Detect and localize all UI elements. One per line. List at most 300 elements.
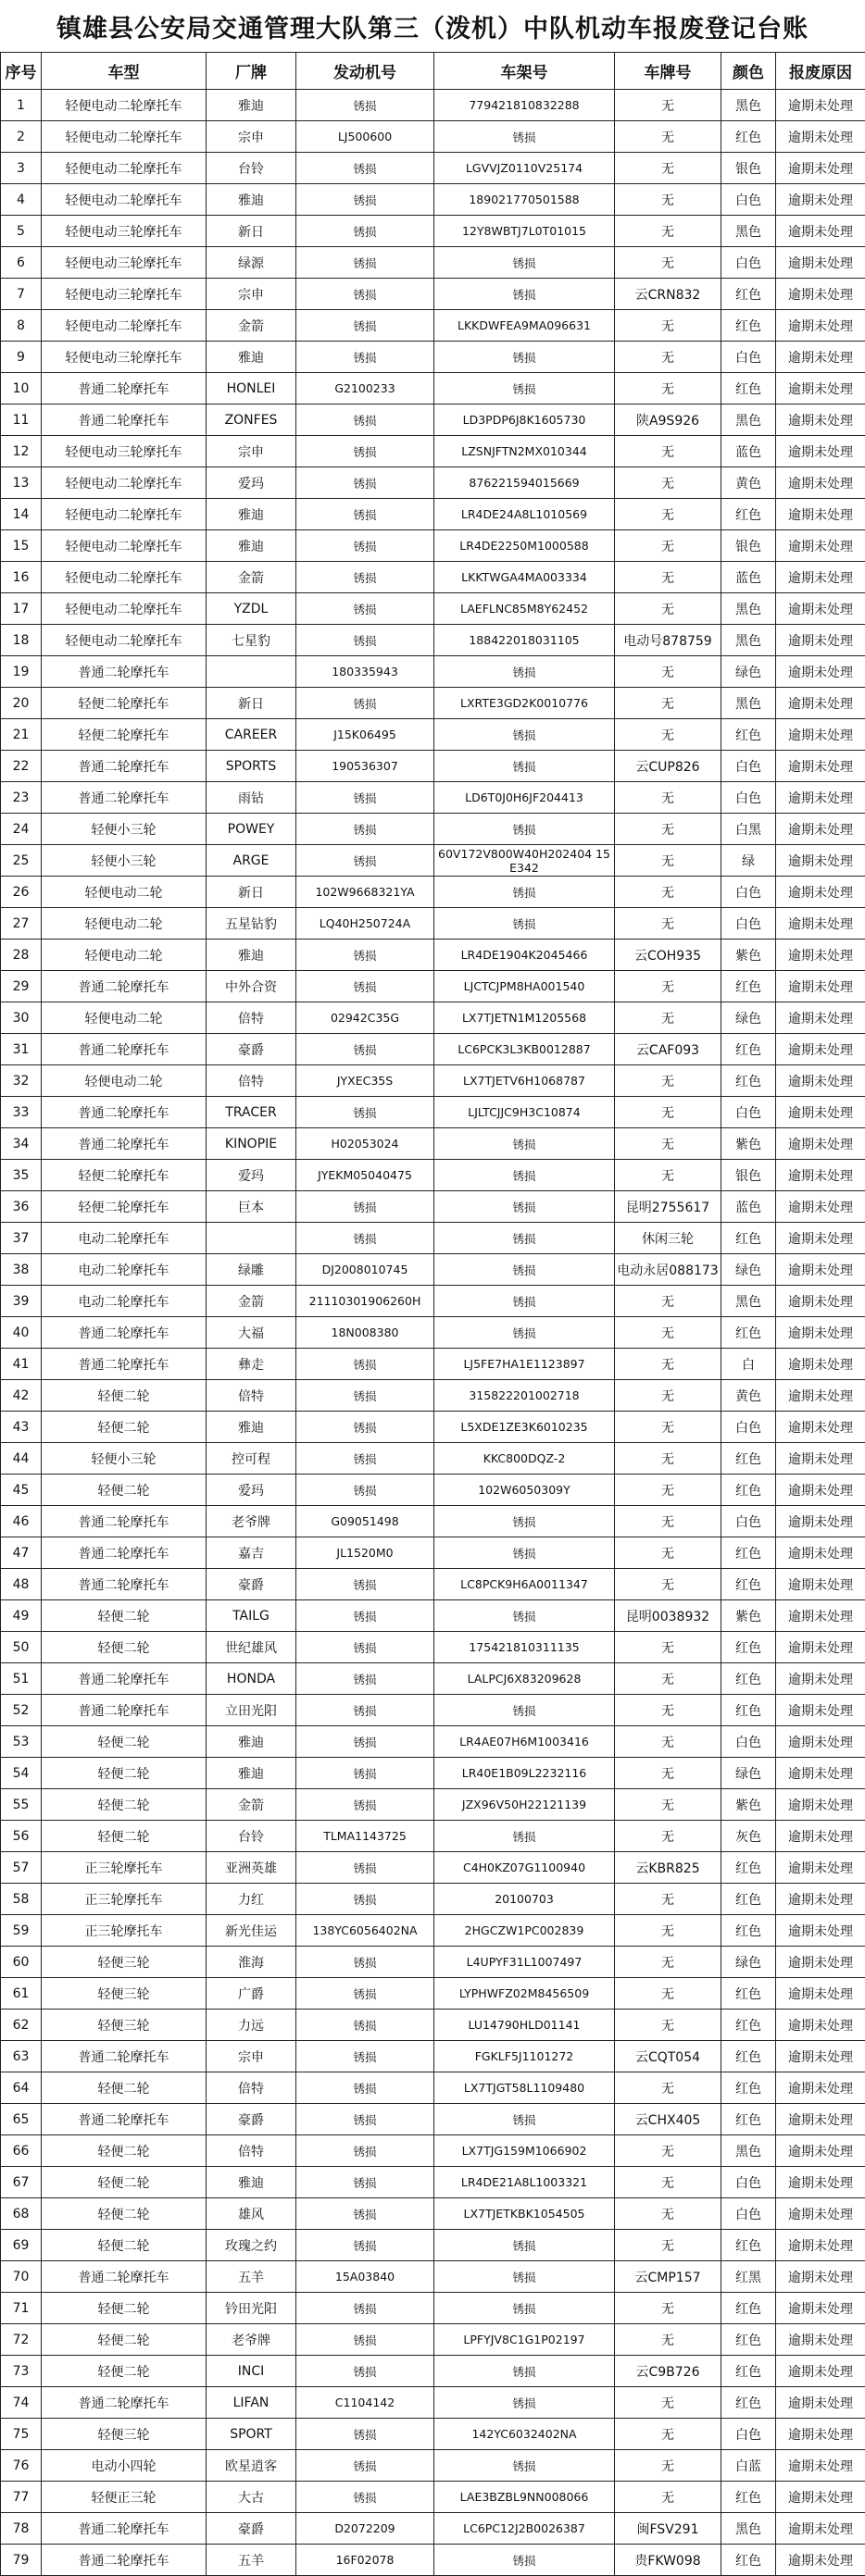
row-number-cell: 57	[1, 1852, 42, 1884]
vehicle-type-cell: 电动二轮摩托车	[42, 1254, 207, 1286]
vehicle-type-cell: 轻便电动二轮摩托车	[42, 121, 207, 153]
row-number-cell: 53	[1, 1726, 42, 1758]
engine-number-cell: 锈损	[296, 2356, 434, 2387]
plate-number-cell: 电动永居088173	[615, 1254, 721, 1286]
plate-number-cell: 无	[615, 688, 721, 719]
plate-number-cell: 无	[615, 216, 721, 247]
frame-number-cell: LX7TJGT58L1109480	[434, 2072, 615, 2104]
engine-number-cell: TLMA1143725	[296, 1821, 434, 1852]
plate-number-cell: 云KBR825	[615, 1852, 721, 1884]
engine-number-cell: 锈损	[296, 2324, 434, 2356]
vehicle-type-cell: 普通二轮摩托车	[42, 656, 207, 688]
engine-number-cell: 锈损	[296, 814, 434, 845]
row-number-cell: 29	[1, 971, 42, 1002]
color-cell: 红色	[721, 2010, 776, 2041]
engine-number-cell: 190536307	[296, 751, 434, 782]
vehicle-type-cell: 轻便二轮	[42, 1821, 207, 1852]
plate-number-cell: 无	[615, 90, 721, 121]
row-number-cell: 56	[1, 1821, 42, 1852]
scrap-reason-cell: 逾期未处理	[776, 688, 865, 719]
plate-number-cell: 云C9B726	[615, 2356, 721, 2387]
frame-number-cell: 12Y8WBTJ7L0T01015	[434, 216, 615, 247]
engine-number-cell: 锈损	[296, 1191, 434, 1223]
engine-number-cell: 16F02078	[296, 2545, 434, 2576]
color-cell: 红色	[721, 1915, 776, 1947]
color-cell: 红色	[721, 1034, 776, 1065]
frame-number-cell: 锈损	[434, 121, 615, 153]
frame-number-cell: 175421810311135	[434, 1632, 615, 1663]
scrap-reason-cell: 逾期未处理	[776, 940, 865, 971]
table-row	[1, 404, 865, 436]
row-number-cell: 15	[1, 530, 42, 562]
brand-cell: HONDA	[207, 1663, 296, 1695]
brand-cell: 控可程	[207, 1443, 296, 1475]
row-number-cell: 55	[1, 1789, 42, 1821]
frame-number-cell: LR4DE1904K2045466	[434, 940, 615, 971]
frame-number-cell: 锈损	[434, 1128, 615, 1160]
color-cell: 白	[721, 1349, 776, 1380]
row-number-cell: 37	[1, 1223, 42, 1254]
row-number-cell: 76	[1, 2450, 42, 2482]
plate-number-cell: 无	[615, 2167, 721, 2198]
vehicle-type-cell: 轻便三轮	[42, 2010, 207, 2041]
table-row	[1, 2450, 865, 2482]
brand-cell: YZDL	[207, 593, 296, 625]
table-row	[1, 1537, 865, 1569]
brand-cell: 爱玛	[207, 1475, 296, 1506]
table-row	[1, 121, 865, 153]
vehicle-type-cell: 轻便三轮	[42, 2419, 207, 2450]
table-row	[1, 2072, 865, 2104]
vehicle-type-cell: 轻便二轮	[42, 2324, 207, 2356]
frame-number-cell: LX7TJG159M1066902	[434, 2135, 615, 2167]
table-row	[1, 2293, 865, 2324]
table-row	[1, 751, 865, 782]
scrap-reason-cell: 逾期未处理	[776, 279, 865, 310]
table-row	[1, 877, 865, 908]
row-number-cell: 79	[1, 2545, 42, 2576]
brand-cell: 金箭	[207, 562, 296, 593]
scrap-reason-cell: 逾期未处理	[776, 121, 865, 153]
brand-cell: 新光佳运	[207, 1915, 296, 1947]
brand-cell: 新日	[207, 877, 296, 908]
frame-number-cell: 锈损	[434, 1191, 615, 1223]
scrap-reason-cell: 逾期未处理	[776, 499, 865, 530]
plate-number-cell: 无	[615, 530, 721, 562]
color-cell: 白色	[721, 877, 776, 908]
row-number-cell: 20	[1, 688, 42, 719]
brand-cell: 宗申	[207, 2041, 296, 2072]
table-row	[1, 1852, 865, 1884]
frame-number-cell: LR4DE21A8L1003321	[434, 2167, 615, 2198]
header-scrap-reason: 报废原因	[776, 53, 865, 90]
brand-cell: 雅迪	[207, 90, 296, 121]
frame-number-cell: LKKDWFEA9MA096631	[434, 310, 615, 342]
vehicle-type-cell: 轻便电动二轮摩托车	[42, 530, 207, 562]
table-row	[1, 1286, 865, 1317]
row-number-cell: 13	[1, 467, 42, 499]
row-number-cell: 41	[1, 1349, 42, 1380]
vehicle-type-cell: 轻便电动三轮摩托车	[42, 247, 207, 279]
plate-number-cell: 云CHX405	[615, 2104, 721, 2135]
plate-number-cell: 无	[615, 2010, 721, 2041]
table-row	[1, 1380, 865, 1412]
scrap-reason-cell: 逾期未处理	[776, 310, 865, 342]
table-row	[1, 688, 865, 719]
vehicle-type-cell: 轻便电动二轮摩托车	[42, 184, 207, 216]
row-number-cell: 69	[1, 2230, 42, 2261]
row-number-cell: 7	[1, 279, 42, 310]
vehicle-type-cell: 轻便二轮	[42, 2198, 207, 2230]
scrap-reason-cell: 逾期未处理	[776, 1789, 865, 1821]
vehicle-type-cell: 轻便电动二轮	[42, 1065, 207, 1097]
plate-number-cell: 无	[615, 1663, 721, 1695]
row-number-cell: 12	[1, 436, 42, 467]
row-number-cell: 49	[1, 1600, 42, 1632]
scrap-reason-cell: 逾期未处理	[776, 719, 865, 751]
vehicle-type-cell: 轻便电动二轮摩托车	[42, 153, 207, 184]
scrap-reason-cell: 逾期未处理	[776, 2104, 865, 2135]
vehicle-type-cell: 轻便电动二轮摩托车	[42, 310, 207, 342]
color-cell: 红色	[721, 971, 776, 1002]
vehicle-type-cell: 轻便电动二轮摩托车	[42, 593, 207, 625]
brand-cell: 雅迪	[207, 184, 296, 216]
color-cell: 灰色	[721, 1821, 776, 1852]
brand-cell: 雅迪	[207, 940, 296, 971]
color-cell: 红色	[721, 279, 776, 310]
vehicle-type-cell: 普通二轮摩托车	[42, 971, 207, 1002]
color-cell: 黑色	[721, 2513, 776, 2545]
vehicle-type-cell: 轻便电动三轮摩托车	[42, 279, 207, 310]
color-cell: 紫色	[721, 940, 776, 971]
row-number-cell: 10	[1, 373, 42, 404]
brand-cell: 雅迪	[207, 342, 296, 373]
table-row	[1, 436, 865, 467]
row-number-cell: 19	[1, 656, 42, 688]
plate-number-cell: 无	[615, 1065, 721, 1097]
frame-number-cell: LJLTCJJC9H3C10874	[434, 1097, 615, 1128]
scrap-reason-cell: 逾期未处理	[776, 2261, 865, 2293]
frame-number-cell: LGVVJZ0110V25174	[434, 153, 615, 184]
engine-number-cell: 锈损	[296, 2167, 434, 2198]
brand-cell: SPORT	[207, 2419, 296, 2450]
vehicle-type-cell: 正三轮摩托车	[42, 1852, 207, 1884]
table-row	[1, 1349, 865, 1380]
row-number-cell: 5	[1, 216, 42, 247]
brand-cell: 大福	[207, 1317, 296, 1349]
scrap-reason-cell: 逾期未处理	[776, 247, 865, 279]
plate-number-cell: 无	[615, 121, 721, 153]
engine-number-cell: 锈损	[296, 342, 434, 373]
scrap-reason-cell: 逾期未处理	[776, 1915, 865, 1947]
color-cell: 绿色	[721, 1002, 776, 1034]
row-number-cell: 61	[1, 1978, 42, 2010]
frame-number-cell: LU14790HLD01141	[434, 2010, 615, 2041]
vehicle-type-cell: 轻便二轮摩托车	[42, 688, 207, 719]
frame-number-cell: 锈损	[434, 2230, 615, 2261]
engine-number-cell: 锈损	[296, 940, 434, 971]
engine-number-cell: 锈损	[296, 2104, 434, 2135]
table-row	[1, 530, 865, 562]
engine-number-cell: 锈损	[296, 2482, 434, 2513]
vehicle-type-cell: 普通二轮摩托车	[42, 2545, 207, 2576]
brand-cell: 倍特	[207, 1065, 296, 1097]
row-number-cell: 33	[1, 1097, 42, 1128]
engine-number-cell: 21110301906260H	[296, 1286, 434, 1317]
vehicle-type-cell: 普通二轮摩托车	[42, 1349, 207, 1380]
engine-number-cell: 锈损	[296, 2010, 434, 2041]
frame-number-cell: 189021770501588	[434, 184, 615, 216]
plate-number-cell: 无	[615, 1128, 721, 1160]
table-row	[1, 562, 865, 593]
table-row	[1, 1097, 865, 1128]
frame-number-cell: 锈损	[434, 814, 615, 845]
vehicle-type-cell: 轻便电动二轮	[42, 877, 207, 908]
color-cell: 红色	[721, 1475, 776, 1506]
row-number-cell: 54	[1, 1758, 42, 1789]
color-cell: 白色	[721, 782, 776, 814]
engine-number-cell: 锈损	[296, 593, 434, 625]
scrap-reason-cell: 逾期未处理	[776, 1443, 865, 1475]
color-cell: 白色	[721, 2198, 776, 2230]
engine-number-cell: 锈损	[296, 1380, 434, 1412]
vehicle-type-cell: 轻便电动二轮摩托车	[42, 90, 207, 121]
scrap-reason-cell: 逾期未处理	[776, 342, 865, 373]
frame-number-cell: LPFYJV8C1G1P02197	[434, 2324, 615, 2356]
engine-number-cell: JL1520M0	[296, 1537, 434, 1569]
plate-number-cell: 无	[615, 436, 721, 467]
plate-number-cell: 无	[615, 1632, 721, 1663]
frame-number-cell: LZSNJFTN2MX010344	[434, 436, 615, 467]
table-row	[1, 719, 865, 751]
vehicle-type-cell: 轻便二轮	[42, 1475, 207, 1506]
vehicle-type-cell: 轻便电动三轮摩托车	[42, 216, 207, 247]
engine-number-cell: 锈损	[296, 625, 434, 656]
plate-number-cell: 无	[615, 2230, 721, 2261]
table-row	[1, 1254, 865, 1286]
engine-number-cell: LJ500600	[296, 121, 434, 153]
engine-number-cell: 锈损	[296, 1947, 434, 1978]
brand-cell: 雅迪	[207, 1758, 296, 1789]
frame-number-cell: 锈损	[434, 342, 615, 373]
vehicle-type-cell: 轻便二轮	[42, 2167, 207, 2198]
frame-number-cell: 锈损	[434, 247, 615, 279]
plate-number-cell: 无	[615, 1002, 721, 1034]
frame-number-cell: 锈损	[434, 2356, 615, 2387]
frame-number-cell: 锈损	[434, 1695, 615, 1726]
scrap-reason-cell: 逾期未处理	[776, 2356, 865, 2387]
brand-cell: ARGE	[207, 845, 296, 877]
frame-number-cell: 锈损	[434, 373, 615, 404]
vehicle-type-cell: 轻便二轮摩托车	[42, 1160, 207, 1191]
engine-number-cell: 锈损	[296, 845, 434, 877]
scrap-reason-cell: 逾期未处理	[776, 1002, 865, 1034]
vehicle-type-cell: 轻便电动二轮摩托车	[42, 562, 207, 593]
row-number-cell: 51	[1, 1663, 42, 1695]
row-number-cell: 59	[1, 1915, 42, 1947]
scrap-reason-cell: 逾期未处理	[776, 2167, 865, 2198]
table-header-row	[1, 53, 865, 90]
brand-cell: 爱玛	[207, 467, 296, 499]
plate-number-cell: 无	[615, 1758, 721, 1789]
brand-cell: TAILG	[207, 1600, 296, 1632]
brand-cell	[207, 656, 296, 688]
engine-number-cell: 锈损	[296, 216, 434, 247]
color-cell: 红色	[721, 2482, 776, 2513]
scrap-reason-cell: 逾期未处理	[776, 562, 865, 593]
scrap-reason-cell: 逾期未处理	[776, 1978, 865, 2010]
plate-number-cell: 无	[615, 1317, 721, 1349]
vehicle-type-cell: 轻便二轮	[42, 2072, 207, 2104]
color-cell: 白黑	[721, 814, 776, 845]
color-cell: 绿色	[721, 1254, 776, 1286]
row-number-cell: 62	[1, 2010, 42, 2041]
plate-number-cell: 无	[615, 310, 721, 342]
engine-number-cell: 锈损	[296, 562, 434, 593]
scrap-reason-cell: 逾期未处理	[776, 751, 865, 782]
table-row	[1, 1223, 865, 1254]
vehicle-type-cell: 轻便三轮	[42, 1978, 207, 2010]
vehicle-type-cell: 普通二轮摩托车	[42, 782, 207, 814]
scrap-reason-cell: 逾期未处理	[776, 2419, 865, 2450]
frame-number-cell: LAEFLNC85M8Y62452	[434, 593, 615, 625]
frame-number-cell: LJCTCJPM8HA001540	[434, 971, 615, 1002]
color-cell: 黑色	[721, 404, 776, 436]
plate-number-cell: 云CAF093	[615, 1034, 721, 1065]
row-number-cell: 1	[1, 90, 42, 121]
scrap-reason-cell: 逾期未处理	[776, 1380, 865, 1412]
table-row	[1, 247, 865, 279]
engine-number-cell: 锈损	[296, 1097, 434, 1128]
brand-cell: 老爷牌	[207, 2324, 296, 2356]
row-number-cell: 52	[1, 1695, 42, 1726]
scrap-reason-cell: 逾期未处理	[776, 1412, 865, 1443]
row-number-cell: 21	[1, 719, 42, 751]
color-cell: 红色	[721, 2324, 776, 2356]
scrap-reason-cell: 逾期未处理	[776, 1663, 865, 1695]
color-cell: 白色	[721, 1726, 776, 1758]
table-row	[1, 467, 865, 499]
scrap-reason-cell: 逾期未处理	[776, 1065, 865, 1097]
plate-number-cell: 无	[615, 2198, 721, 2230]
frame-number-cell: 锈损	[434, 1254, 615, 1286]
scrap-reason-cell: 逾期未处理	[776, 656, 865, 688]
frame-number-cell: LC8PCK9H6A0011347	[434, 1569, 615, 1600]
brand-cell: 绿源	[207, 247, 296, 279]
brand-cell: 五羊	[207, 2261, 296, 2293]
scrap-reason-cell: 逾期未处理	[776, 90, 865, 121]
vehicle-type-cell: 普通二轮摩托车	[42, 1097, 207, 1128]
color-cell: 红色	[721, 373, 776, 404]
engine-number-cell: 锈损	[296, 1600, 434, 1632]
frame-number-cell: 锈损	[434, 656, 615, 688]
scrap-reason-cell: 逾期未处理	[776, 1884, 865, 1915]
brand-cell: CAREER	[207, 719, 296, 751]
plate-number-cell: 无	[615, 2482, 721, 2513]
scrap-reason-cell: 逾期未处理	[776, 971, 865, 1002]
row-number-cell: 47	[1, 1537, 42, 1569]
engine-number-cell: 锈损	[296, 1663, 434, 1695]
table-row	[1, 1915, 865, 1947]
plate-number-cell: 无	[615, 1884, 721, 1915]
engine-number-cell: 18N008380	[296, 1317, 434, 1349]
color-cell: 绿色	[721, 1947, 776, 1978]
frame-number-cell: 锈损	[434, 279, 615, 310]
row-number-cell: 24	[1, 814, 42, 845]
vehicle-type-cell: 轻便二轮	[42, 1726, 207, 1758]
frame-number-cell: 锈损	[434, 1821, 615, 1852]
scrap-reason-cell: 逾期未处理	[776, 908, 865, 940]
scrap-reason-cell: 逾期未处理	[776, 1506, 865, 1537]
engine-number-cell: DJ2008010745	[296, 1254, 434, 1286]
plate-number-cell: 无	[615, 1821, 721, 1852]
table-row	[1, 1726, 865, 1758]
color-cell: 白色	[721, 184, 776, 216]
engine-number-cell: 102W9668321YA	[296, 877, 434, 908]
header-brand: 厂牌	[207, 53, 296, 90]
vehicle-type-cell: 普通二轮摩托车	[42, 1317, 207, 1349]
frame-number-cell: 2HGCZW1PC002839	[434, 1915, 615, 1947]
table-row	[1, 2010, 865, 2041]
color-cell: 白色	[721, 1506, 776, 1537]
scrap-reason-cell: 逾期未处理	[776, 593, 865, 625]
frame-number-cell: 锈损	[434, 1537, 615, 1569]
color-cell: 黄色	[721, 1380, 776, 1412]
color-cell: 白色	[721, 247, 776, 279]
color-cell: 白色	[721, 1097, 776, 1128]
brand-cell: 七星豹	[207, 625, 296, 656]
brand-cell: TRACER	[207, 1097, 296, 1128]
table-row	[1, 2482, 865, 2513]
engine-number-cell: 15A03840	[296, 2261, 434, 2293]
brand-cell: 雅迪	[207, 1412, 296, 1443]
brand-cell: POWEY	[207, 814, 296, 845]
plate-number-cell: 无	[615, 1947, 721, 1978]
color-cell: 红色	[721, 1884, 776, 1915]
plate-number-cell: 陕A9S926	[615, 404, 721, 436]
engine-number-cell: 锈损	[296, 688, 434, 719]
page-title: 镇雄县公安局交通管理大队第三（泼机）中队机动车报废登记台账	[0, 0, 865, 52]
plate-number-cell: 无	[615, 2135, 721, 2167]
plate-number-cell: 无	[615, 1569, 721, 1600]
row-number-cell: 8	[1, 310, 42, 342]
table-row	[1, 1947, 865, 1978]
engine-number-cell: 锈损	[296, 1695, 434, 1726]
engine-number-cell: 锈损	[296, 1349, 434, 1380]
vehicle-type-cell: 轻便电动三轮摩托车	[42, 436, 207, 467]
frame-number-cell: KKC800DQZ-2	[434, 1443, 615, 1475]
row-number-cell: 39	[1, 1286, 42, 1317]
frame-number-cell: LKKTWGA4MA003334	[434, 562, 615, 593]
brand-cell: 世纪雄风	[207, 1632, 296, 1663]
frame-number-cell: JZX96V50H22121139	[434, 1789, 615, 1821]
vehicle-type-cell: 轻便二轮	[42, 1632, 207, 1663]
table-row	[1, 1065, 865, 1097]
plate-number-cell: 无	[615, 2293, 721, 2324]
brand-cell: 大古	[207, 2482, 296, 2513]
row-number-cell: 23	[1, 782, 42, 814]
color-cell: 黑色	[721, 216, 776, 247]
color-cell: 银色	[721, 530, 776, 562]
header-plate-number: 车牌号	[615, 53, 721, 90]
scrap-reason-cell: 逾期未处理	[776, 1034, 865, 1065]
table-row	[1, 1475, 865, 1506]
frame-number-cell: 锈损	[434, 1223, 615, 1254]
color-cell: 红色	[721, 2293, 776, 2324]
row-number-cell: 14	[1, 499, 42, 530]
vehicle-type-cell: 普通二轮摩托车	[42, 1537, 207, 1569]
table-body	[1, 90, 865, 2576]
